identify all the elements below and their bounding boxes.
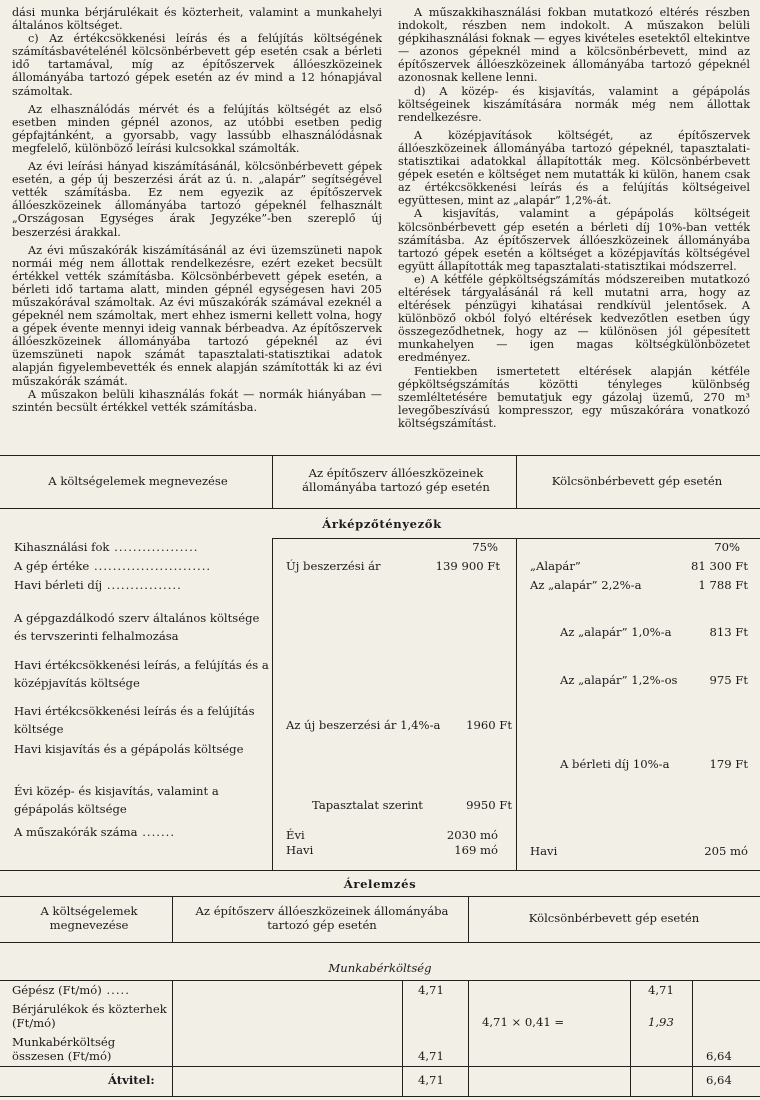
paragraph: c) Az értékcsökkenési leírás és a felújítás költségének számításbavételénél kölcsönbérbevett gép esetén csak a bérleti idő tartamával, míg az építőszervek állóeszközeinek állományába tartozó gépek esetén az év mind a 12 hónapjával számoltak. xyxy=(12,32,382,98)
cell-value: 4,71 xyxy=(418,1049,444,1063)
row-label: Havi bérleti díj ................ xyxy=(14,578,182,592)
cell-value: 4,71 xyxy=(648,983,674,997)
cell-value: 81 300 Ft xyxy=(691,559,748,573)
paragraph: Fentiekben ismertetett eltérések alapján kétféle gépköltségszámítás közötti tényleges különbség szemléltetésére bemutatjuk egy gázolaj üzemű, 270 m³ levegőbeszívású kompresszor, egy műszakórára vonatkozó költségszámítást. xyxy=(398,364,750,430)
cell-value: 813 Ft xyxy=(709,625,748,639)
column-divider xyxy=(468,980,469,1096)
cell-value: 4,71 xyxy=(418,983,444,997)
column-header: Az építőszerv állóeszközeinek állományába tartozó gép esetén xyxy=(195,904,449,932)
cell-text: „Alapár” xyxy=(530,559,581,573)
row-label: Gépész (Ft/mó) ..... xyxy=(12,983,130,997)
cell-value: 75% xyxy=(472,540,498,554)
paragraph: Az elhasználódás mérvét és a felújítás költségét az első esetben minden gépnél azonos, az utóbbi esetben pedig gépfajtánként, a gyorsabb, vagy lassúbb elhasználódásnak megfelelő, különböző leírási kulcsokkal számolták. xyxy=(12,102,382,155)
cell-value: 9950 Ft xyxy=(466,798,512,812)
section-title: Árképzőtényezők xyxy=(322,517,442,531)
calculation: 4,71 × 0,41 = xyxy=(482,1015,565,1029)
cell-text: A bérleti díj 10%-a xyxy=(560,757,670,771)
table-rule xyxy=(0,1066,760,1067)
column-divider xyxy=(692,980,693,1096)
table-rule xyxy=(0,508,760,509)
section-title: Árelemzés xyxy=(343,877,417,891)
cell-text: Új beszerzési ár xyxy=(286,559,381,573)
paragraph: A műszakon belüli kihasználás fokát — normák hiányában — szintén becsült értékkel vették számításba. xyxy=(12,387,382,414)
cell-value: 1960 Ft xyxy=(466,718,512,732)
paragraph: Az évi leírási hányad kiszámításánál, kölcsönbérbevett gépek esetén, a gép új beszerzési árát az ú. n. „alapár” segítségével vették számításba. Ez nem egyezik az építőszervek állóeszközeinek állományába tartozó gépeknél felhasznált „Országosan Egységes árak Jegyzéke”-ben szereplő új beszerzési árakkal. xyxy=(12,160,382,239)
column-divider xyxy=(272,538,273,870)
cell-text: Az „alapár” 2,2%-a xyxy=(530,578,642,592)
paragraph: A kisjavítás, valamint a gépápolás költségeit kölcsönbérbevett gép esetén a bérleti díj 10%-ban vették számításba. Az építőszervek állóeszközeinek állományába tartozó gépek esetén a költséget a középjavítás költségével együtt állapították meg tapasztalati-statisztikai módszerrel. xyxy=(398,207,750,273)
row-label: A gép értéke ......................... xyxy=(14,559,212,573)
cell-value: 4,71 xyxy=(418,1073,444,1087)
column-divider xyxy=(272,455,273,508)
row-label: Évi közép- és kisjavítás, valamint a gépápolás költsége xyxy=(14,784,219,816)
cell-value: 6,64 xyxy=(706,1073,732,1087)
row-label: Havi értékcsökkenési leírás, a felújítás és a középjavítás költsége xyxy=(14,658,269,690)
cell-value: 6,64 xyxy=(706,1049,732,1063)
row-label: Munkabérköltség összesen (Ft/mó) xyxy=(12,1035,116,1063)
column-header: A költségelemek megnevezése xyxy=(40,904,138,932)
table-rule xyxy=(0,455,760,456)
row-label: Átvitel: xyxy=(108,1073,155,1087)
column-divider xyxy=(516,538,517,870)
column-header: Kölcsönbérbevett gép esetén xyxy=(528,911,700,925)
cell-value: 1,93 xyxy=(648,1015,674,1029)
cell-text: Évi Havi xyxy=(286,828,314,857)
paragraph: A műszakkihasználási fokban mutatkozó eltérés részben indokolt, részben nem indokolt. A műszakon belüli gépkihasználási foknak — egyes kivételes esetektől eltekintve — azonos gépeknél mind a kölcsönbérbevett, mind az építőszervek állóeszközeinek állományába tartozó gépeknél azonosnak kellene lenni. xyxy=(398,6,750,85)
table-rule xyxy=(0,870,760,871)
cell-text: Havi xyxy=(530,844,558,858)
column-header: A költségelemek megnevezése xyxy=(48,474,228,488)
left-text-column xyxy=(12,6,382,414)
column-divider xyxy=(468,896,469,942)
column-divider xyxy=(630,980,631,1096)
cell-value: 2030 mó 169 mó xyxy=(446,828,498,857)
cell-value: 205 mó xyxy=(704,844,748,858)
paragraph: A középjavítások költségét, az építőszervek állóeszközeinek állományába tartozó gépeknél, tapasztalati-statisztikai adatokkal állapították meg. Kölcsönbérbevett gépek esetén e költséget nem mutatták ki külön, hanem csak az értékcsökkenési leírás és a felújítás költségeivel együttesen, mint az „alapár” 1,2%-át. xyxy=(398,128,750,208)
column-header: Az építőszerv állóeszközeinek állományába tartozó gép esetén xyxy=(302,466,490,494)
cell-text: Tapasztalat szerint xyxy=(312,798,423,812)
row-label: Havi értékcsökkenési leírás és a felújítás költsége xyxy=(14,704,255,736)
row-label: Kihasználási fok .................. xyxy=(14,540,199,554)
table-rule xyxy=(272,538,760,539)
row-label: Bérjárulékok és közterhek (Ft/mó) xyxy=(12,1002,167,1030)
paragraph: e) A kétféle gépköltségszámítás módszereiben mutatkozó eltérések tárgyalásánál rá kell mutatni arra, hogy az eltérések pénzügyi kihatásai rendkívül jelentősek. A különböző okból folyó eltérések kedvezőtlen esetben úgy összegeződhetnek, hogy az — különösen jól gépesített munkahelyen — igen magas költségkülönbözetet eredményez. xyxy=(398,272,750,365)
cell-text: Az új beszerzési ár 1,4%-a xyxy=(286,718,441,732)
cell-text: Az „alapár” 1,2%-os xyxy=(560,673,678,687)
table-rule xyxy=(0,1096,760,1097)
cell-text: Az „alapár” 1,0%-a xyxy=(560,625,672,639)
cell-value: 975 Ft xyxy=(709,673,748,687)
table-rule xyxy=(0,896,760,897)
table-rule xyxy=(0,942,760,943)
subsection-title: Munkabérköltség xyxy=(328,961,432,975)
paragraph: Az évi műszakórák kiszámításánál az évi üzemszüneti napok normái még nem állottak rendelkezésre, ezért ezeket becsült értékkel vették számításba. Kölcsönbérbevett gépek esetén, a bérleti idő tartama alatt, minden gépnél egységesen havi 205 műszakórával számoltak. Az évi műszakórák számával ezeknél a gépeknél nem számoltak, mert ehhez ismerni kellett volna, hogy a gépek évente mennyi ideig vannak bérbeadva. Az építőszervek állóeszközeinek állományába tartozó gépeknél az évi üzemszüneti napok számát tapasztalati-statisztikai adatok alapján figyelembevették és ennek alapján számították ki az évi műszakórák számát. xyxy=(12,243,382,388)
cell-value: 139 900 Ft xyxy=(435,559,500,573)
right-text-column xyxy=(398,6,750,430)
column-header: Kölcsönbérbevett gép esetén xyxy=(551,474,723,488)
row-label: Havi kisjavítás és a gépápolás költsége xyxy=(14,742,244,756)
cell-value: 1 788 Ft xyxy=(698,578,748,592)
row-label: A gépgazdálkodó szerv általános költsége és tervszerinti felhalmozása xyxy=(14,611,260,643)
paragraph: d) A közép- és kisjavítás, valamint a gépápolás költségeinek kiszámítására normák még nem állottak rendelkezésre. xyxy=(398,84,750,124)
column-divider xyxy=(172,896,173,942)
row-label: A műszakórák száma ....... xyxy=(14,825,176,839)
table-rule xyxy=(0,980,760,981)
cell-value: 179 Ft xyxy=(709,757,748,771)
column-divider xyxy=(402,980,403,1096)
column-divider xyxy=(172,980,173,1096)
cell-value: 70% xyxy=(714,540,740,554)
paragraph: dási munka bérjárulékait és közterheit, valamint a munkahelyi általános költséget. xyxy=(12,6,382,33)
column-divider xyxy=(516,455,517,508)
